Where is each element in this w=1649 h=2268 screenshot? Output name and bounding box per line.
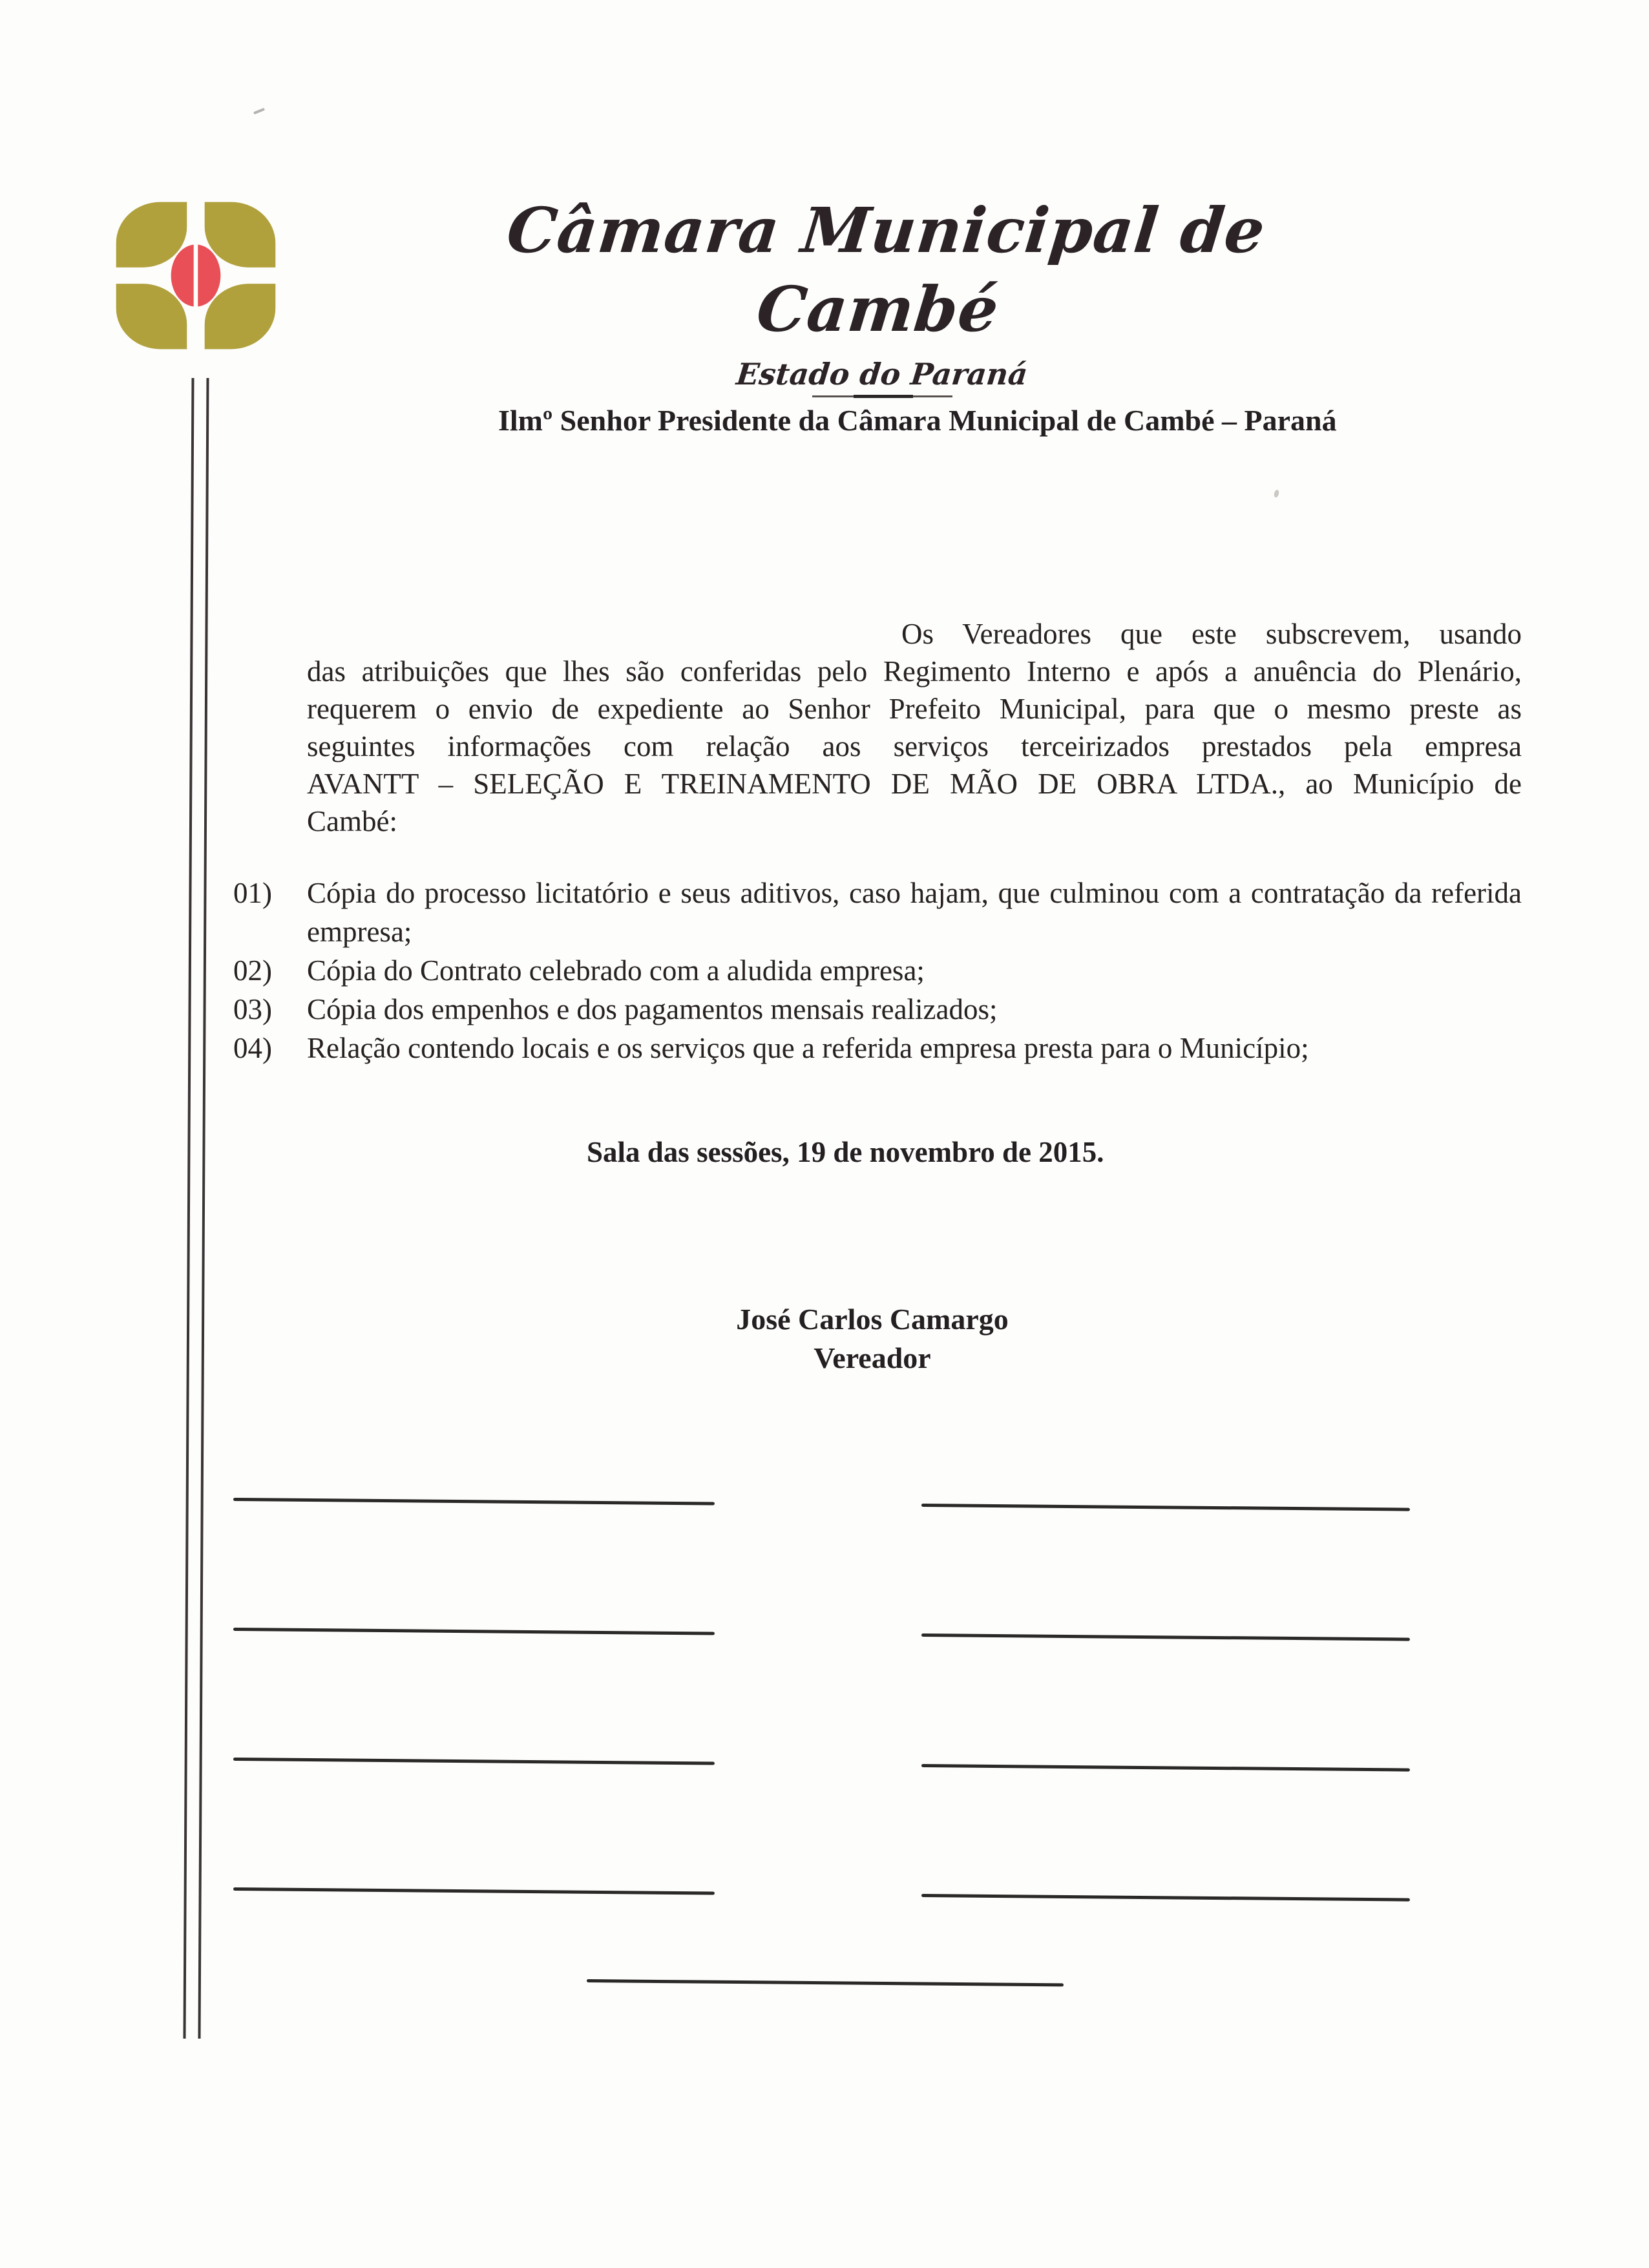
vertical-rule-line xyxy=(198,378,209,2039)
body-line: Os Vereadores que este subscrevem, usando xyxy=(901,618,1522,650)
request-item-number: 04) xyxy=(233,1032,272,1064)
signature-block xyxy=(701,1300,1044,1378)
signature-line xyxy=(233,1628,715,1635)
org-title: Câmara Municipal de Cambé xyxy=(503,194,1269,346)
signatory-name: José Carlos Camargo xyxy=(736,1303,1009,1336)
signature-line xyxy=(233,1887,715,1895)
body-paragraph xyxy=(307,615,1522,840)
request-item xyxy=(233,1029,1522,1067)
signature-line xyxy=(921,1764,1410,1772)
subtitle-underline xyxy=(812,395,952,397)
body-line: requerem o envio de expediente ao Senhor Prefeito Municipal, para que o mesmo preste as xyxy=(307,693,1522,725)
signature-line xyxy=(233,1758,715,1765)
request-item-text: Relação contendo locais e os serviços que a referida empresa presta para o Município; xyxy=(307,1032,1309,1064)
signature-line xyxy=(587,1979,1064,1986)
request-item-number: 01) xyxy=(233,877,272,909)
body-line: Cambé: xyxy=(307,805,397,837)
body-line: AVANTT – SELEÇÃO E TREINAMENTO DE MÃO DE OBRA LTDA., ao Município de xyxy=(307,768,1522,800)
signature-line xyxy=(921,1894,1410,1902)
request-item-text: Cópia do Contrato celebrado com a aludida empresa; xyxy=(307,954,925,987)
signature-line xyxy=(921,1504,1410,1511)
scan-artifact xyxy=(253,108,265,114)
request-item xyxy=(233,951,1522,990)
letterhead xyxy=(414,191,1350,397)
body-line: das atribuições que lhes são conferidas pelo Regimento Interno e após a anuência do Plenário, xyxy=(307,655,1522,688)
signature-line xyxy=(921,1633,1410,1641)
left-double-rule xyxy=(187,378,207,2039)
request-item-text: Cópia dos empenhos e dos pagamentos mensais realizados; xyxy=(307,993,998,1025)
vertical-rule-line xyxy=(183,378,194,2039)
request-item-number: 02) xyxy=(233,954,272,987)
session-date: Sala das sessões, 19 de novembro de 2015. xyxy=(587,1136,1104,1168)
request-item xyxy=(233,990,1522,1029)
request-item-number: 03) xyxy=(233,993,272,1025)
request-item-text: Cópia do processo licitatório e seus aditivos, caso hajam, que culminou com a contratação da referida empresa; xyxy=(307,877,1522,948)
signature-line xyxy=(233,1498,715,1506)
request-list xyxy=(233,874,1522,1067)
scan-artifact xyxy=(1274,489,1280,498)
request-item xyxy=(233,874,1522,951)
salutation-line: Ilmº Senhor Presidente da Câmara Municipal de Cambé – Paraná xyxy=(498,404,1337,437)
camara-cambe-logo xyxy=(107,194,284,357)
logo-lens-split xyxy=(194,243,198,308)
signatory-role: Vereador xyxy=(814,1341,931,1374)
org-subtitle: Estado do Paraná xyxy=(735,357,1029,392)
body-line: seguintes informações com relação aos serviços terceirizados prestados pela empresa xyxy=(307,730,1522,762)
